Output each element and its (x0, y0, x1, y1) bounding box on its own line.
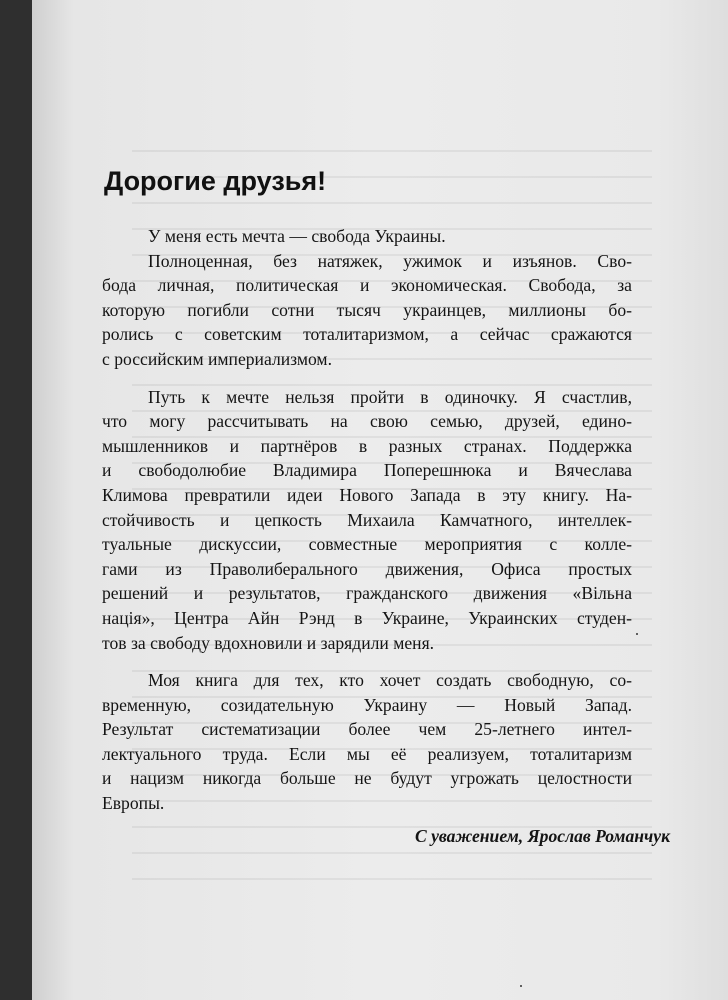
paper-speck (520, 985, 522, 987)
text-line: гами из Праволиберального движения, Офиса простых (102, 558, 632, 579)
text-line: мышленников и партнёров в разных странах. Поддержка (102, 435, 632, 456)
text-line: которую погибли сотни тысяч украинцев, миллионы бо- (102, 299, 632, 320)
text-line: временную, созидательную Украину — Новый Запад. (102, 694, 632, 715)
text-line: ролись с советским тоталитаризмом, а сейчас сражаются (102, 324, 632, 345)
text-line: Климова превратили идеи Нового Запада в эту книгу. На- (102, 484, 632, 505)
text-line: и свободолюбие Владимира Поперешнюка и Вячеслава (102, 460, 632, 481)
text-line: туальные дискуссии, совместные мероприятия с колле- (102, 534, 632, 555)
text-line: что могу рассчитывать на свою семью, друзей, едино- (102, 411, 632, 432)
text-line: бода личная, политическая и экономическая. Свобода, за (102, 275, 632, 296)
paragraph-4 (102, 668, 632, 816)
signature: С уважением, Ярослав Романчук (414, 826, 670, 846)
text-line: Европы. (102, 793, 165, 814)
paper-speck (636, 633, 638, 635)
text-line: тов за свободу вдохновили и зарядили меня. (102, 632, 435, 653)
letter-body (102, 224, 632, 816)
text-line: стойчивость и цепкость Михаила Камчатного, интеллек- (102, 509, 632, 530)
text-line: решений и результатов, гражданского движения «Вільна (102, 583, 632, 604)
text-line: У меня есть мечта — свобода Украины. (148, 226, 446, 246)
text-line: и нацизм никогда больше не будут угрожать целостности (102, 768, 632, 789)
paragraph-1 (102, 224, 632, 249)
text-line: нація», Центра Айн Рэнд в Украине, Украинских студен- (102, 607, 632, 628)
paragraph-2 (102, 249, 632, 372)
paragraph-3 (102, 385, 632, 656)
text-line: лектуального труда. Если мы её реализуем, тоталитаризм (102, 743, 632, 764)
text-line: Путь к мечте нельзя пройти в одиночку. Я счастлив, (148, 386, 632, 407)
text-line: Полноценная, без натяжек, ужимок и изъянов. Сво- (148, 250, 632, 271)
text-line: Моя книга для тех, кто хочет создать свободную, со- (148, 670, 632, 691)
text-line: Результат систематизации более чем 25-летнего интел- (102, 719, 632, 740)
text-line: с российским империализмом. (102, 348, 332, 369)
page-heading: Дорогие друзья! (104, 166, 327, 196)
